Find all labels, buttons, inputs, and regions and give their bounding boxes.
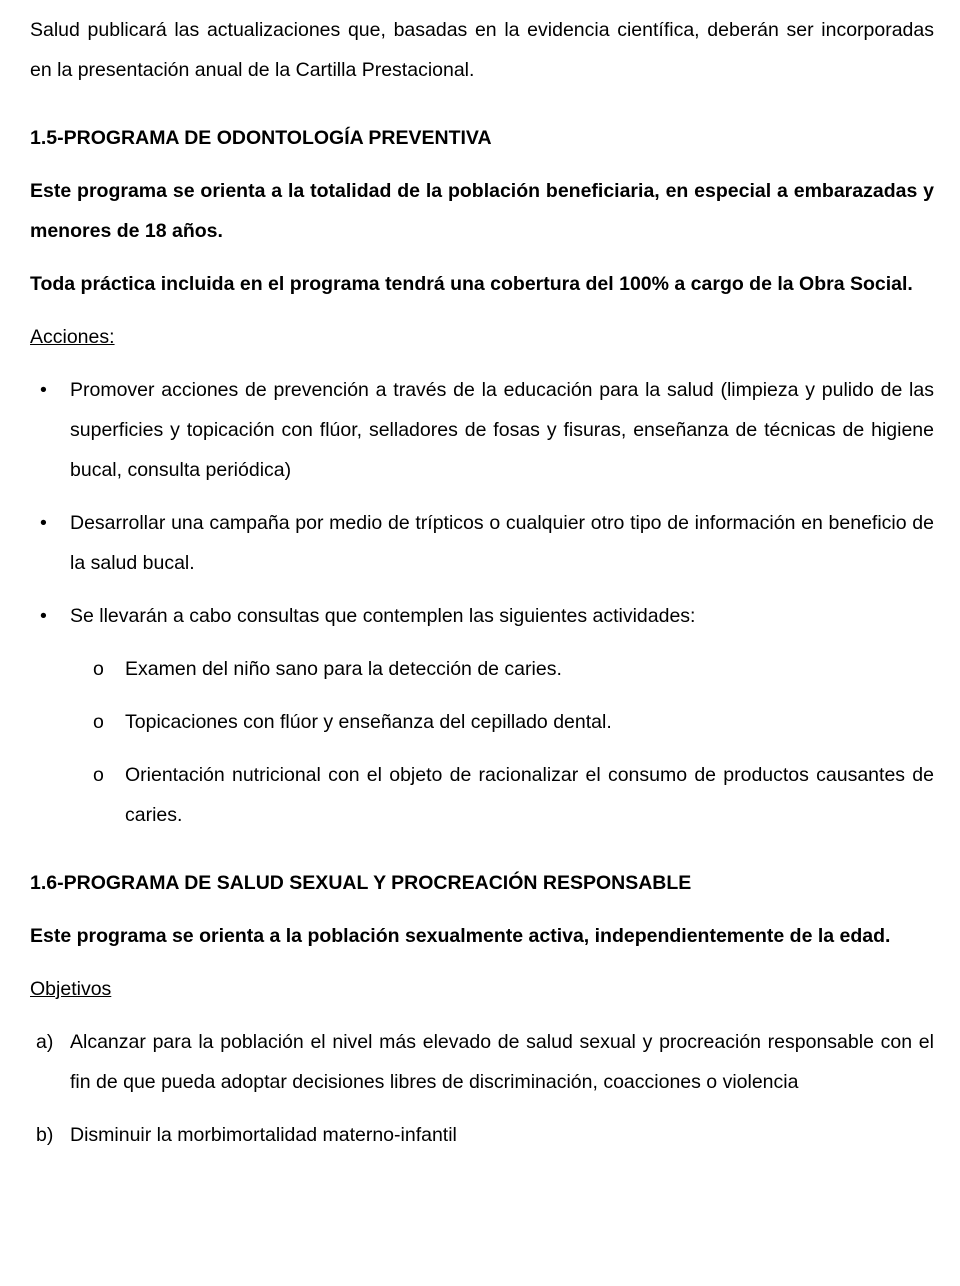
sub-bullet-marker: o [93, 658, 104, 680]
document-page [30, 10, 934, 1155]
letter-item-text: Alcanzar para la población el nivel más elevado de salud sexual y procreación responsable con el fin de que pueda adoptar decisiones libres de discriminación, coacciones o violencia [70, 1031, 934, 1093]
section-1-5-paragraph-1: Este programa se orienta a la totalidad de la población beneficiaria, en especial a embarazadas y menores de 18 años. [30, 180, 934, 242]
letter-item [36, 1115, 934, 1155]
sub-bullet-text: Topicaciones con flúor y enseñanza del cepillado dental. [125, 711, 612, 733]
section-1-6-paragraph-1: Este programa se orienta a la población sexualmente activa, independientemente de la edad. [30, 925, 891, 947]
letter-item [36, 1022, 934, 1102]
bullet-item [40, 503, 934, 583]
section-1-6-heading: 1.6-PROGRAMA DE SALUD SEXUAL Y PROCREACIÓN RESPONSABLE [30, 872, 692, 894]
sub-bullet-marker: o [93, 711, 104, 733]
consultas-sub-list [93, 649, 934, 835]
sub-bullet-item [93, 649, 934, 689]
sub-bullet-item [93, 755, 934, 835]
bullet-marker: • [40, 379, 47, 401]
letter-item-text: Disminuir la morbimortalidad materno-infantil [70, 1124, 457, 1146]
section-1-5-paragraph-2: Toda práctica incluida en el programa tendrá una cobertura del 100% a cargo de la Obra Social. [30, 273, 913, 295]
bullet-item [40, 370, 934, 490]
objetivos-label-paragraph [30, 969, 934, 1009]
bullet-text: Se llevarán a cabo consultas que contemplen las siguientes actividades: [70, 605, 696, 627]
sub-bullet-marker: o [93, 764, 104, 786]
sub-bullet-item [93, 702, 934, 742]
intro-paragraph: Salud publicará las actualizaciones que, basadas en la evidencia científica, deberán ser incorporadas en la presentación anual de la Cartilla Prestacional. [30, 19, 934, 81]
bullet-text: Promover acciones de prevención a través de la educación para la salud (limpieza y pulido de las superficies y topicación con flúor, selladores de fosas y fisuras, enseñanza de técnicas de higiene bucal, consulta periódica) [70, 379, 934, 481]
letter-item-marker: b) [36, 1124, 54, 1146]
acciones-label-paragraph [30, 317, 934, 357]
bullet-item [40, 596, 934, 636]
sub-bullet-text: Orientación nutricional con el objeto de racionalizar el consumo de productos causantes de caries. [125, 764, 934, 826]
section-1-5-heading: 1.5-PROGRAMA DE ODONTOLOGÍA PREVENTIVA [30, 127, 492, 149]
bullet-text: Desarrollar una campaña por medio de trípticos o cualquier otro tipo de información en beneficio de la salud bucal. [70, 512, 934, 574]
bullet-marker: • [40, 512, 47, 534]
objetivos-label: Objetivos [30, 978, 112, 1000]
objetivos-letter-list [36, 1022, 934, 1155]
bullet-marker: • [40, 605, 47, 627]
letter-item-marker: a) [36, 1031, 54, 1053]
acciones-label: Acciones: [30, 326, 115, 348]
acciones-bullet-list [40, 370, 934, 636]
sub-bullet-text: Examen del niño sano para la detección de caries. [125, 658, 562, 680]
